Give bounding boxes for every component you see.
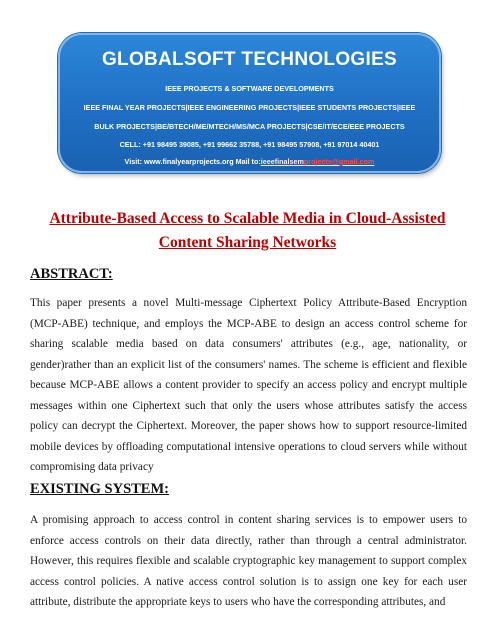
company-banner: [58, 33, 441, 173]
company-name: GLOBALSOFT TECHNOLOGIES: [101, 49, 398, 70]
banner-contact-line: [60, 157, 439, 166]
banner-phone-line: CELL: +91 98495 39085, +91 99662 35788, +91 98495 57908, +91 97014 40401: [119, 140, 380, 149]
existing-system-text: A promising approach to access control in content sharing services is to empower users to enforce access controls on their data directly, rather than through a central administrator. However, this requires flexible and scalable cryptographic key management to support complex access control policies. A native access control solution is to assign one key for each user attribute, distribute the appropriate keys to users who have the corresponding attributes, and: [30, 514, 467, 608]
banner-bulk-line: BULK PROJECTS|BE/BTECH/ME/MTECH/MS/MCA PROJECTS|CSE/IT/ECE/EEE PROJECTS: [94, 122, 405, 131]
email-part-2: projects@gmail.com: [303, 157, 375, 166]
existing-system-heading: EXISTING SYSTEM:: [30, 481, 169, 497]
banner-tagline: IEEE PROJECTS & SOFTWARE DEVELOPMENTS: [165, 84, 334, 93]
email-link[interactable]: [261, 157, 375, 166]
visit-text: Visit: www.finalyearprojects.org Mail to:: [124, 157, 261, 166]
paper-title: Attribute-Based Access to Scalable Media in Cloud-Assisted Content Sharing Networks: [49, 210, 446, 251]
abstract-heading: ABSTRACT:: [30, 266, 113, 282]
email-part-1: ieeefinalsem: [260, 157, 304, 166]
abstract-text: This paper presents a novel Multi-message Ciphertext Policy Attribute-Based Encryption (MCP-ABE) technique, and employs the MCP-ABE to design an access control scheme for sharing scalable media based on data consumers' attributes (e.g., age, nationality, or gender)rather than an explicit list of the consumers' names. The scheme is efficient and flexible because MCP-ABE allows a content provider to specify an access policy and encrypt multiple messages within one Ciphertext such that only the users whose attributes satisfy the access policy can decrypt the Ciphertext. Moreover, the paper shows how to support resource-limited mobile devices by offloading computational intensive operations to cloud servers while without compromising data privacy: [30, 297, 467, 473]
banner-projects-line: IEEE FINAL YEAR PROJECTS|IEEE ENGINEERING PROJECTS|IEEE STUDENTS PROJECTS|IEEE: [83, 103, 416, 112]
